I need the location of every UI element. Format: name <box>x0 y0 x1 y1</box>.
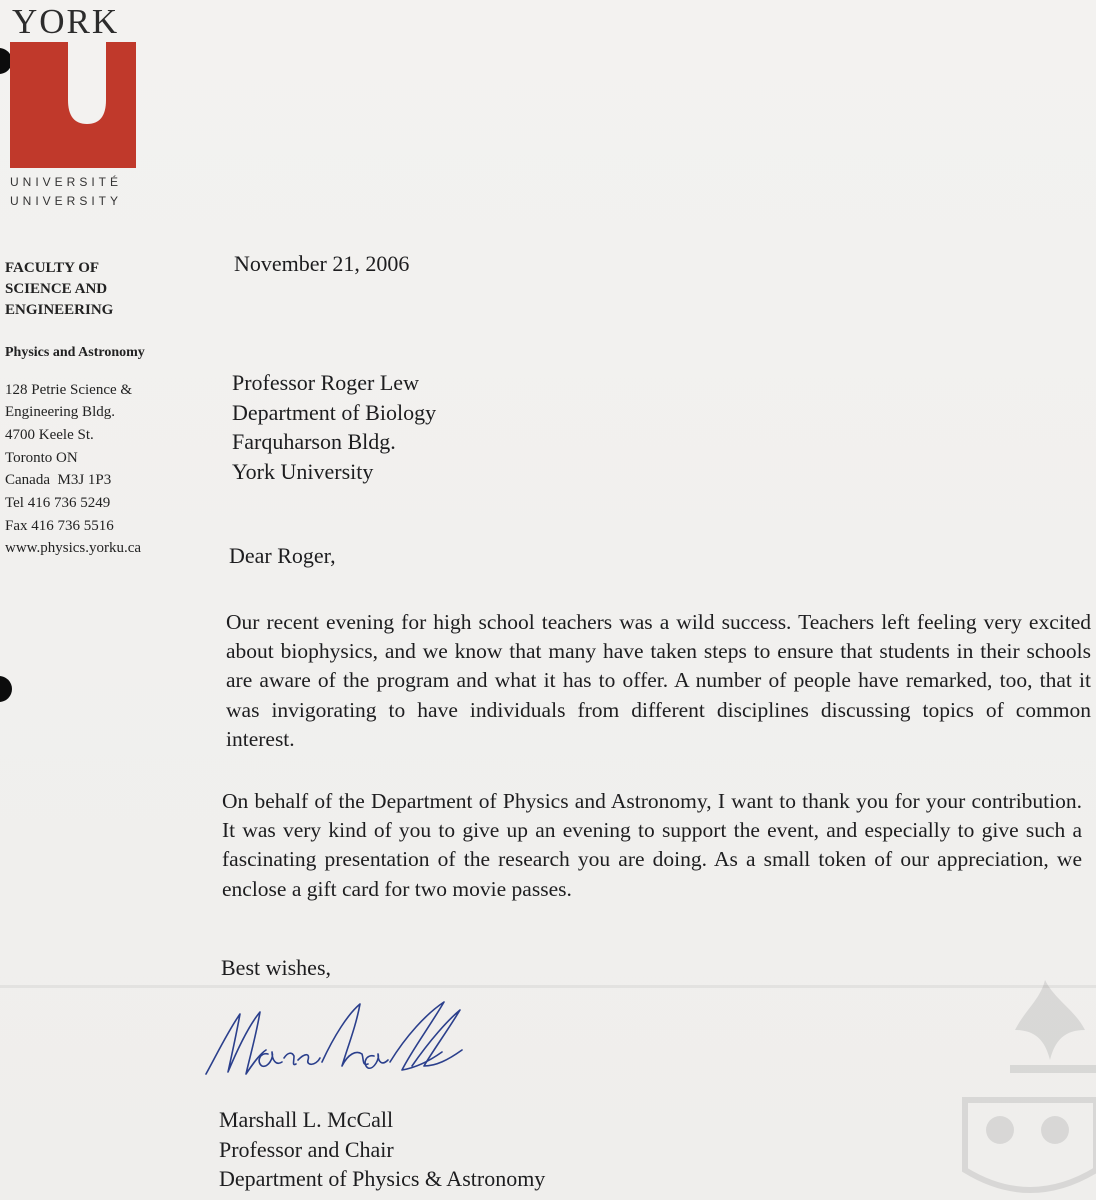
address-line: 4700 Keele St. <box>5 426 94 443</box>
address-line: Canada M3J 1P3 <box>5 472 112 489</box>
letter-date: November 21, 2006 <box>234 251 410 276</box>
recipient-line: York University <box>232 458 374 484</box>
department-name: Physics and Astronomy <box>5 345 145 360</box>
address-line: Toronto ON <box>5 449 78 466</box>
website-url: www.physics.yorku.ca <box>5 540 142 557</box>
signer-department: Department of Physics & Astronomy <box>219 1166 546 1191</box>
fax-number: Fax 416 736 5516 <box>5 517 114 534</box>
york-u-logo-icon <box>10 42 136 168</box>
closing: Best wishes, <box>221 955 331 980</box>
phone-number: Tel 416 736 5249 <box>5 495 111 512</box>
recipient-line: Farquharson Bldg. <box>232 429 396 454</box>
logo-university: UNIVERSITY <box>10 194 123 208</box>
recipient-line: Department of Biology <box>232 399 437 425</box>
signer-name: Marshall L. McCall <box>219 1107 394 1132</box>
department-address <box>5 379 205 561</box>
body-paragraph-2: On behalf of the Department of Physics and Astronomy, I want to thank you for your contribution. It was very kind of you to give up an evening to support the event, and especially to give such a fascinating presentation of the research you are doing. As a small token of our appreciation, we enclose a gift card for two movie passes. <box>222 789 1082 901</box>
signer-block <box>219 1105 545 1194</box>
logo-universite: UNIVERSITÉ <box>10 175 123 189</box>
recipient-address <box>232 368 436 486</box>
paper-fold-line <box>0 985 1096 988</box>
salutation: Dear Roger, <box>229 543 336 568</box>
watermark-crest-icon <box>955 970 1096 1200</box>
faculty-name: FACULTY OF SCIENCE AND ENGINEERING <box>5 260 114 318</box>
address-line: 128 Petrie Science & <box>5 381 133 398</box>
body-paragraph-1: Our recent evening for high school teachers was a wild success. Teachers left feeling very excited about biophysics, and we know that many have taken steps to ensure that students in their schools are aware of the program and what it has to offer. A number of people have remarked, too, that it was invigorating to have individuals from different disciplines discussing topics of common interest. <box>226 610 1091 751</box>
handwritten-signature <box>198 996 468 1086</box>
logo-york-text: YORK <box>12 2 120 41</box>
sidebar-address-block <box>5 258 205 560</box>
signer-title: Professor and Chair <box>219 1136 394 1162</box>
address-line: Engineering Bldg. <box>5 404 115 421</box>
recipient-line: Professor Roger Lew <box>232 370 419 395</box>
